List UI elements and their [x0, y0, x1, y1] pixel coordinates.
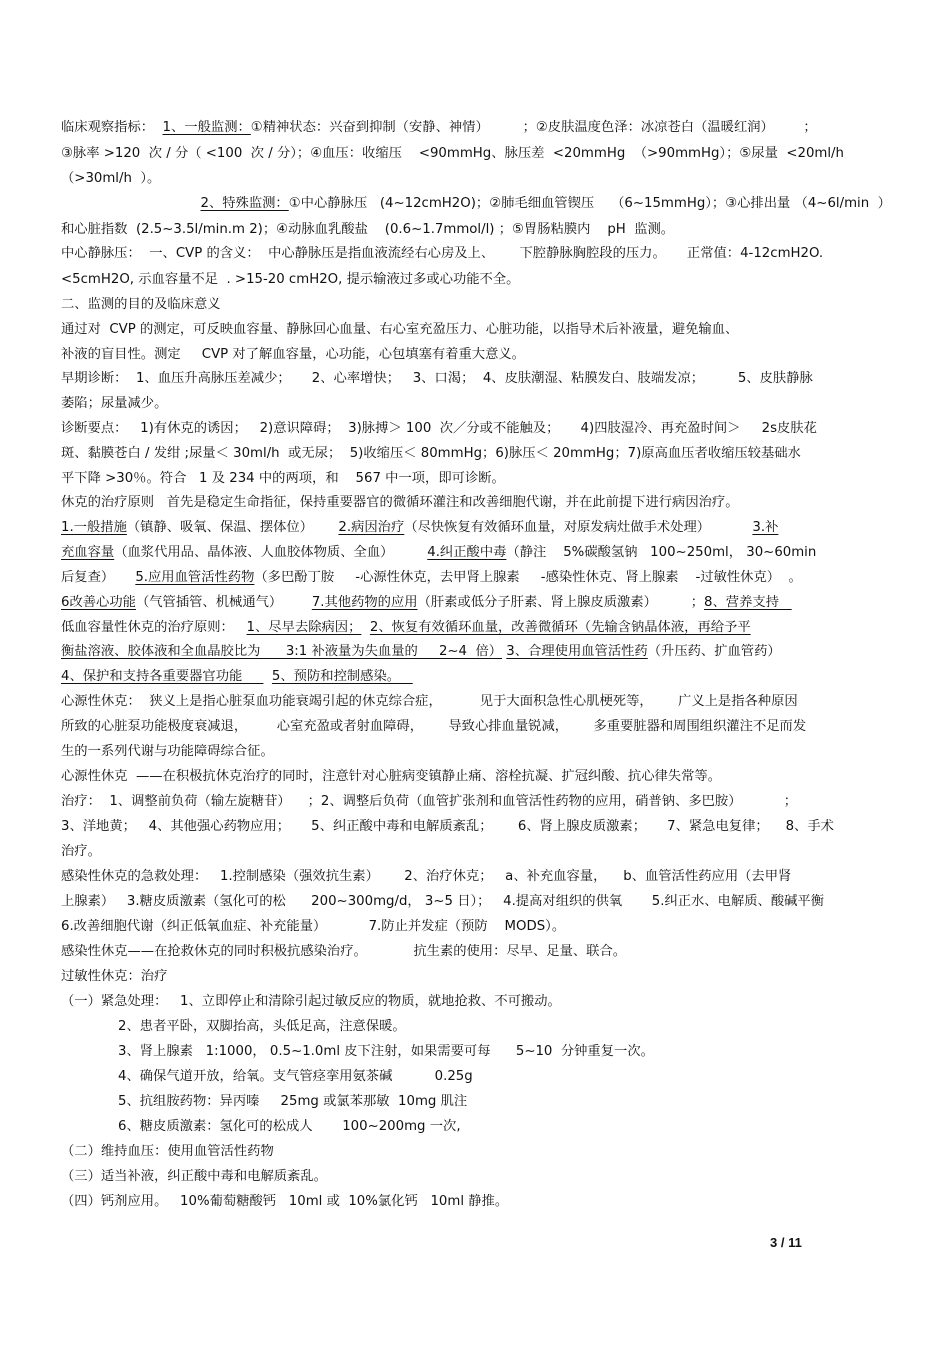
- page-number: 3 / 11: [770, 1235, 802, 1250]
- text-segment: 感染性休克的急救处理： 1.控制感染（强效抗生素） 2、治疗休克； a、补充血容量， b、血管活性药应用（去甲肾: [61, 869, 792, 884]
- text-segment: ③脉率 >120 次 / 分（ <100 次 / 分）；④血压：收缩压 <90mmHg、脉压差 <20mmHg （>90mmHg）；⑤尿量 <20ml/h: [61, 146, 844, 161]
- text-segment: （>30ml/h ）。: [61, 171, 161, 186]
- text-line: [61, 743, 891, 761]
- underlined-text: 7.其他药物的应用: [311, 595, 418, 610]
- text-segment: 4、确保气道开放，给氧。支气管痉挛用氨茶碱 0.25g: [118, 1069, 473, 1084]
- text-line: [61, 868, 891, 886]
- text-line: [61, 619, 891, 637]
- text-segment: 2、患者平卧，双脚抬高，头低足高，注意保暖。: [118, 1019, 406, 1034]
- text-segment: 中心静脉压： 一、CVP 的含义： 中心静脉压是指血液流经右心房及上、 下腔静脉胸腔段的压力。 正常值：4-12cmH2O.: [61, 246, 824, 261]
- text-segment: 过敏性休克：治疗: [61, 969, 168, 984]
- text-line: [61, 918, 891, 936]
- text-segment: 二、监测的目的及临床意义: [61, 297, 221, 312]
- underlined-text: 衡盐溶液、胶体液和全血晶胶比为 3:1 补液量为失血量的 2~4 倍）: [61, 644, 503, 659]
- text-line: [61, 170, 891, 188]
- text-line: [118, 1118, 948, 1136]
- text-segment: 心源性休克 ——在积极抗休克治疗的同时，注意针对心脏病变镇静止痛、溶栓抗凝、扩冠纠酸、抗心律失常等。: [61, 769, 721, 784]
- text-line: [61, 346, 891, 364]
- text-line: [61, 768, 891, 786]
- text-segment: 5、抗组胺药物：异丙嗪 25mg 或氯苯那敏 10mg 肌注: [118, 1094, 468, 1109]
- text-segment: 3、肾上腺素 1:1000， 0.5~1.0ml 皮下注射，如果需要可每 5~10 分钟重复一次。: [118, 1044, 654, 1059]
- text-line: [61, 470, 891, 488]
- text-segment: 补液的盲目性。测定 CVP 对了解血容量，心功能，心包填塞有着重大意义。: [61, 347, 525, 362]
- text-segment: （四）钙剂应用。 10%葡萄糖酸钙 10ml 或 10%氯化钙 10ml 静推。: [61, 1194, 509, 1209]
- underlined-text: 充血容量: [61, 545, 115, 560]
- underlined-text: 3.补: [752, 520, 779, 535]
- underlined-text: 2、恢复有效循环血量，改善微循环（先输含钠晶体液，再给予平: [369, 620, 751, 635]
- text-segment: 所致的心脏泵功能极度衰减退， 心室充盈或者射血障碍， 导致心排血量锐减， 多重要脏器和周围组织灌注不足而发: [61, 719, 807, 734]
- underlined-text: 1、一般监测：: [162, 120, 251, 135]
- text-line: [61, 968, 891, 986]
- text-line: [61, 793, 891, 811]
- text-segment: ①精神状态：兴奋到抑制（安静、神情） ；②皮肤温度色泽：冰凉苍白（温暖红润） ；: [250, 120, 817, 135]
- text-line: [118, 1068, 948, 1086]
- text-segment: 早期诊断： 1、血压升高脉压差减少； 2、心率增快； 3、口渴； 4、皮肤潮湿、粘膜发白、肢端发凉； 5、皮肤静脉: [61, 371, 813, 386]
- text-line: [61, 321, 891, 339]
- text-line: [61, 271, 891, 289]
- underlined-text: 5、预防和控制感染。: [271, 669, 413, 684]
- underlined-text: 8、营养支持: [704, 595, 792, 610]
- text-line: [61, 1143, 891, 1161]
- text-line: [61, 569, 891, 587]
- text-segment: 上腺素） 3.糖皮质激素（氢化可的松 200~300mg/d， 3~5 日）； 4.提高对组织的供氧 5.纠正水、电解质、酸碱平衡: [61, 894, 825, 909]
- text-segment: 临床观察指标：: [61, 120, 163, 135]
- text-line: [61, 245, 891, 263]
- text-line: [118, 1043, 948, 1061]
- text-line: [61, 993, 891, 1011]
- text-line: [61, 544, 891, 562]
- text-segment: 诊断要点： 1)有休克的诱因； 2)意识障碍； 3)脉搏＞ 100 次／分或不能触及； 4)四肢湿冷、再充盈时间＞ 2s皮肤花: [61, 421, 817, 436]
- text-line: [61, 643, 891, 661]
- text-line: [61, 221, 891, 239]
- text-line: [61, 296, 891, 314]
- underlined-text: 2、特殊监测：: [200, 196, 289, 211]
- text-line: [61, 445, 891, 463]
- text-segment: （气管插管、机械通气）: [135, 595, 312, 610]
- text-line: [61, 893, 891, 911]
- text-segment: 生的一系列代谢与功能障碍综合征。: [61, 744, 274, 759]
- text-line: [61, 693, 891, 711]
- text-segment: 后复查）: [61, 570, 136, 585]
- text-segment: 休克的治疗原则 首先是稳定生命指征，保持重要器官的微循环灌注和改善细胞代谢，并在此前提下进行病因治疗。: [61, 495, 739, 510]
- text-segment: [61, 196, 200, 211]
- text-segment: （尽快恢复有效循环血量，对原发病灶做手术处理）: [404, 520, 753, 535]
- text-segment: 萎陷；尿量减少。: [61, 396, 168, 411]
- text-segment: 平下降 >30％。符合 1 及 234 中的两项，和 567 中一项，即可诊断。: [61, 471, 505, 486]
- text-line: [118, 1018, 948, 1036]
- text-segment: 和心脏指数 (2.5~3.5l/min.m 2)；④动脉血乳酸盐 (0.6~1.7mmol/l) ；⑤胃肠粘膜内 pH 监测。: [61, 222, 675, 237]
- text-segment: （多巴酚丁胺 -心源性休克，去甲肾上腺素 -感染性休克、肾上腺素 -过敏性休克） 。: [254, 570, 802, 585]
- underlined-text: 5.应用血管活性药物: [135, 570, 255, 585]
- text-segment: 治疗。: [61, 844, 101, 859]
- text-line: [61, 395, 891, 413]
- text-line: [61, 145, 891, 163]
- text-segment: 低血容量性休克的治疗原则：: [61, 620, 247, 635]
- text-line: [61, 943, 891, 961]
- text-line: [61, 718, 891, 736]
- underlined-text: 1、尽早去除病因；: [246, 620, 362, 635]
- underlined-text: 3、合理使用血管活性药: [506, 644, 648, 659]
- text-line: [61, 1193, 891, 1211]
- text-segment: （肝素或低分子肝素、肾上腺皮质激素） ；: [417, 595, 705, 610]
- text-segment: 心源性休克： 狭义上是指心脏泵血功能衰竭引起的休克综合症， 见于大面积急性心肌梗死等， 广义上是指各种原因: [61, 694, 798, 709]
- text-segment: （镇静、吸氧、保温、摆体位）: [126, 520, 339, 535]
- text-segment: （血浆代用品、晶体液、人血胶体物质、全血）: [114, 545, 428, 560]
- text-segment: 感染性休克——在抢救休克的同时积极抗感染治疗。 抗生素的使用：尽早、足量、联合。: [61, 944, 627, 959]
- underlined-text: 4、保护和支持各重要器官功能: [61, 669, 264, 684]
- text-segment: [263, 669, 271, 684]
- text-segment: 通过对 CVP 的测定，可反映血容量、静脉回心血量、右心室充盈压力、心脏功能，以指导术后补液量，避免输血、: [61, 322, 739, 337]
- text-segment: （三）适当补液，纠正酸中毒和电解质紊乱。: [61, 1169, 327, 1184]
- text-segment: （一）紧急处理： 1、立即停止和清除引起过敏反应的物质，就地抢救、不可搬动。: [61, 994, 561, 1009]
- text-segment: [361, 620, 369, 635]
- text-segment: 3、洋地黄； 4、其他强心药物应用； 5、纠正酸中毒和电解质紊乱； 6、肾上腺皮质激素； 7、紧急电复律； 8、手术: [61, 819, 834, 834]
- text-segment: （二）维持血压：使用血管活性药物: [61, 1144, 274, 1159]
- text-line: [61, 420, 891, 438]
- text-line: [61, 494, 891, 512]
- text-line: [61, 818, 891, 836]
- text-segment: 6、糖皮质激素：氢化可的松成人 100~200mg 一次,: [118, 1119, 461, 1134]
- text-line: [61, 519, 891, 537]
- text-segment: 治疗： 1、调整前负荷（输左旋糖苷） ；2、调整后负荷（血管扩张剂和血管活性药物的应用，硝普钠、多巴胺） ；: [61, 794, 798, 809]
- underlined-text: 2.病因治疗: [338, 520, 405, 535]
- text-line: [61, 668, 891, 686]
- text-segment: ①中心静脉压 (4~12cmH2O)；②肺毛细血管锲压 （6~15mmHg）；③心排出量 （4~6l/min ）: [288, 196, 891, 211]
- text-line: [118, 1093, 948, 1111]
- underlined-text: 4.纠正酸中毒: [427, 545, 507, 560]
- text-segment: <5cmH2O, 示血容量不足 . >15-20 cmH2O, 提示输液过多或心功能不全。: [61, 272, 520, 287]
- text-line: [61, 843, 891, 861]
- text-segment: （升压药、扩血管药）: [647, 644, 781, 659]
- text-segment: 斑、黏膜苍白 / 发绀 ;尿量＜ 30ml/h 或无尿； 5)收缩压＜ 80mmHg；6)脉压＜ 20mmHg；7)原高血压者收缩压较基础水: [61, 446, 801, 461]
- text-line: [61, 370, 891, 388]
- text-line: [61, 1168, 891, 1186]
- underlined-text: 6改善心功能: [61, 595, 136, 610]
- text-line: [61, 119, 891, 137]
- text-segment: （静注 5%碳酸氢钠 100~250ml， 30~60min: [506, 545, 817, 560]
- text-segment: 6.改善细胞代谢（纠正低氧血症、补充能量） 7.防止并发症（预防 MODS）。: [61, 919, 566, 934]
- text-line: [61, 195, 891, 213]
- underlined-text: 1.一般措施: [61, 520, 127, 535]
- text-line: [61, 594, 891, 612]
